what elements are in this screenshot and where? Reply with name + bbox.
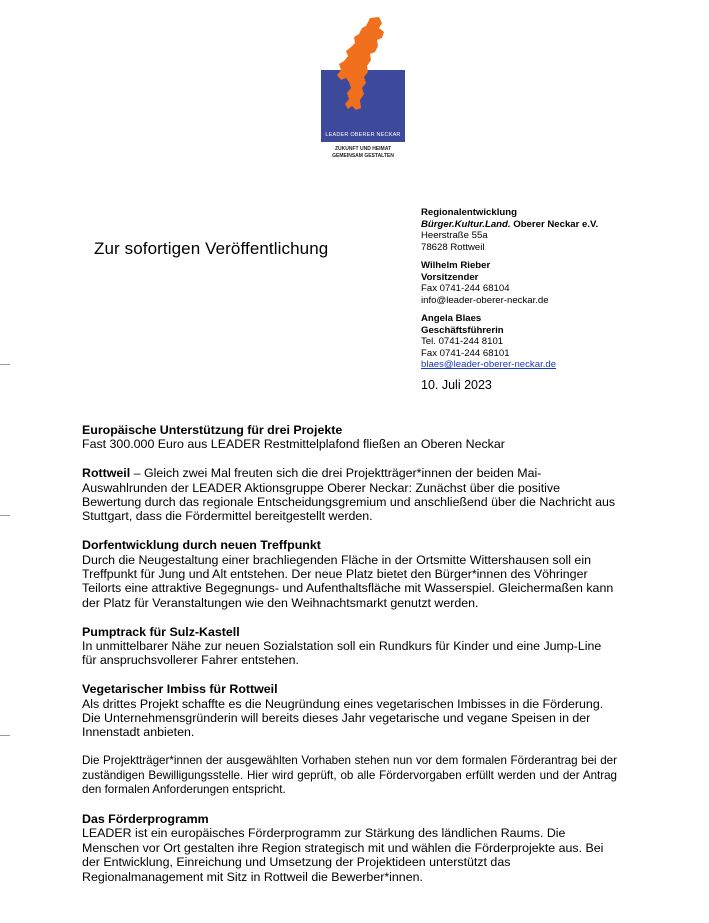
org-line1: Regionalentwicklung [421,207,517,218]
org-brand: Bürger.Kultur.Land. [421,218,511,230]
margin-mark [0,735,10,736]
program-text: LEADER ist ein europäisches Förderprogramm zur Stärkung des ländlichen Raums. Die Menschen vor Ort gestalten ihre Region strategisch mit und wählen die Förderprojekte aus. Bei der Entwicklung, Einreichung und Umsetzung der Projektideen unterstützt das Regionalmanagement mit Sitz in Rottweil die Bewerber*innen. [82,826,604,884]
margin-mark [0,364,10,365]
intro-paragraph [82,466,617,524]
contact2-fax: Fax 0741-244 68101 [421,347,510,359]
release-note: Zur sofortigen Veröffentlichung [94,239,329,258]
org-line2 [421,219,598,231]
section-text: Als drittes Projekt schaffte es die Neugründung eines vegetarischen Imbisses in die Förderung. Die Unternehmensgründerin will bereits dieses Jahr vegetarische und vegane Speisen in der Innenstadt anbieten. [82,696,604,740]
article-subheadline: Fast 300.000 Euro aus LEADER Restmittelplafond fließen an Oberen Neckar [82,437,505,452]
article-headline: Europäische Unterstützung für drei Projekte [82,423,343,437]
contact1-fax: Fax 0741-244 68104 [421,283,510,294]
intro-text: – Gleich zwei Mal freuten sich die drei Projektträger*innen der beiden Mai-Auswahlrunden der LEADER Aktionsgruppe Oberer Neckar: Zunächst über die positive Bewertung durch das regionale Entscheidungsgremium und anschließend über die Nachricht aus Stuttgart, dass die Fördermittel bereitgestellt werden. [82,466,616,524]
logo-tagline-line2: GEMEINSAM GESTALTEN [332,153,394,159]
section-heading: Pumptrack für Sulz-Kastell [82,624,240,639]
region-map-icon [321,16,405,128]
program-heading: Das Förderprogramm [82,811,209,826]
contact1-role: Vorsitzender [421,271,479,283]
logo-name: LEADER OBERER NECKAR [325,132,401,138]
sender-block [421,207,598,371]
contact2-role: Geschäftsführerin [421,324,504,336]
section-text: Durch die Neugestaltung einer brachliegenden Fläche in der Ortsmitte Wittershausen soll ein Treffpunkt für Jung und Alt entstehen. Der neue Platz bietet den Bürger*innen des Vöhringer Teilorts eine attraktive Begegnungs- und Aufenthaltsfläche mit Wasserspiel. Gleichermaßen kann der Platz für Veranstaltungen wie den Weihnachtsmarkt genutzt werden. [82,552,614,610]
org-street: Heerstraße 55a [421,230,488,241]
section-text: In unmittelbarer Nähe zur neuen Sozialstation soll ein Rundkurs für Kinder und eine Jump-Line für anspruchsvollerer Fahrer entstehen. [82,639,602,668]
margin-mark [0,515,10,516]
section-heading: Vegetarischer Imbiss für Rottweil [82,682,278,697]
contact1-email: info@leader-oberer-neckar.de [421,294,549,306]
contact2-tel: Tel. 0741-244 8101 [421,336,504,347]
contact2-name: Angela Blaes [421,313,482,324]
release-date: 10. Juli 2023 [421,378,492,392]
org-suffix: Oberer Neckar e.V. [510,218,599,230]
intro-place: Rottweil [82,466,131,481]
closing-paragraph: Die Projektträger*innen der ausgewählten Vorhaben stehen nun vor dem formalen Förderantrag bei der zuständigen Bewilligungsstelle. Hier wird geprüft, ob alle Fördervorgaben erfüllt werden und der Antrag den formalen Anforderungen entspricht. [82,754,617,797]
section-heading: Dorfentwicklung durch neuen Treffpunkt [82,538,321,553]
logo-tagline-line1: ZUKUNFT UND HEIMAT [334,146,391,152]
article [82,423,617,898]
org-city: 78628 Rottweil [421,241,485,253]
logo-tagline [321,146,405,160]
contact2-email-link[interactable]: blaes@leader-oberer-neckar.de [421,359,557,370]
contact1-name: Wilhelm Rieber [421,260,491,271]
